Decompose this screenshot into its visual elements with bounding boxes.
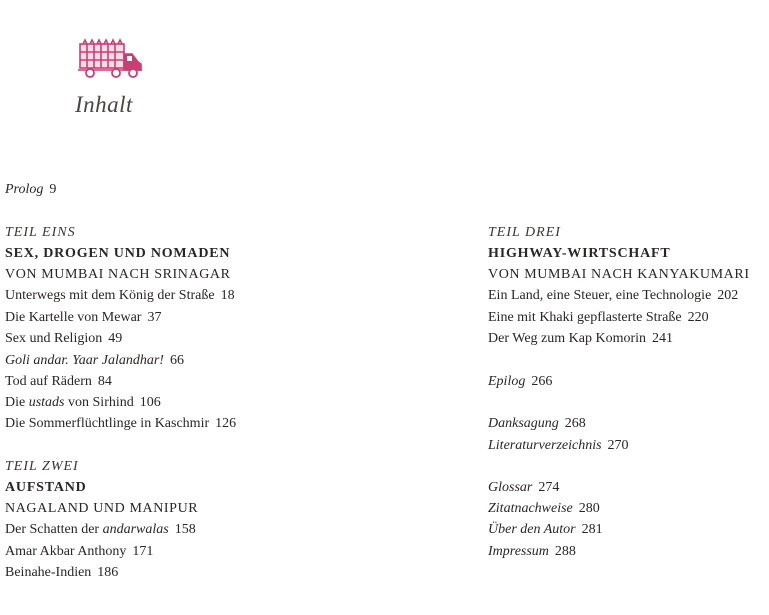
page-number: 266 [531,374,553,389]
toc-entry[interactable] [5,415,236,433]
page-number: 84 [97,374,112,389]
part-subtitle: VON MUMBAI NACH KANYAKUMARI [488,267,750,282]
entry-title-part: Die [5,395,29,410]
entry-title-part: Amar Akbar Anthony [5,544,127,559]
part-title: SEX, DROGEN UND NOMADEN [5,246,231,261]
toc-entry[interactable] [5,352,184,370]
entry-title-part: Über den Autor [488,522,576,537]
page-number: 171 [132,544,154,559]
part-title: HIGHWAY-WIRTSCHAFT [488,246,671,261]
part-label: TEIL EINS [5,225,76,240]
part-subtitle: VON MUMBAI NACH SRINAGAR [5,267,231,282]
toc-entry[interactable] [488,500,600,518]
page-number: 202 [717,288,739,303]
page-number: 37 [147,310,162,325]
toc-entry[interactable] [5,521,196,539]
truck-icon [78,38,144,80]
part-label: TEIL ZWEI [5,459,79,474]
entry-title-part: Sex und Religion [5,331,103,346]
entry-title-part: Goli andar. Yaar Jalandhar! [5,353,164,368]
part-label: TEIL DREI [488,225,561,240]
toc-entry[interactable] [488,373,552,391]
entry-title-part: Der Weg zum Kap Komorin [488,331,647,346]
toc-entry[interactable] [5,287,235,305]
entry-title-part: Ein Land, eine Steuer, eine Technologie [488,288,712,303]
toc-entry[interactable] [5,564,118,582]
page-number: 186 [97,565,119,580]
page-number: 126 [215,416,237,431]
entry-title-part: Die Kartelle von Mewar [5,310,142,325]
toc-entry[interactable] [488,330,673,348]
entry-title-part: Literaturverzeichnis [488,438,602,453]
entry-title-part: Impressum [488,544,549,559]
page-number: 49 [108,331,123,346]
page-number: 106 [139,395,161,410]
entry-title-part: Beinahe-Indien [5,565,92,580]
page-number: 241 [652,331,674,346]
part-title: AUFSTAND [5,480,87,495]
page-number: 274 [538,480,560,495]
toc-entry[interactable] [488,287,738,305]
entry-title-part: Unterwegs mit dem König der Straße [5,288,215,303]
page-number: 268 [564,416,586,431]
toc-entry[interactable] [488,521,603,539]
entry-title-part: Tod auf Rädern [5,374,92,389]
toc-entry-prolog[interactable]: Prolog 9 [5,182,57,197]
toc-entry[interactable] [5,543,153,561]
page-number: 9 [49,182,57,197]
toc-entry[interactable] [488,479,559,497]
entry-title-part: Zitatnachweise [488,501,573,516]
toc-entry[interactable] [488,309,709,327]
page-number: 66 [169,353,184,368]
entry-title-part: ustads [28,395,65,410]
toc-entry[interactable] [488,437,629,455]
page-title: Inhalt [75,92,133,117]
page-number: 270 [607,438,629,453]
toc-entry[interactable] [488,543,576,561]
entry-title-part: Der Schatten der [5,522,103,537]
part-subtitle: NAGALAND UND MANIPUR [5,501,199,516]
entry-title-part: Epilog [488,374,526,389]
page-number: 288 [554,544,576,559]
page-number: 220 [687,310,709,325]
page-number: 158 [174,522,196,537]
toc-entry[interactable] [488,415,586,433]
toc-entry[interactable] [5,394,161,412]
entry-title-part: Die Sommerflüchtlinge in Kaschmir [5,416,210,431]
entry-title-part: andarwalas [102,522,169,537]
page-number: 281 [581,522,603,537]
entry-title-part: Danksagung [488,416,559,431]
entry-title-part: von Sirhind [64,395,134,410]
toc-entry[interactable] [5,373,112,391]
page-number: 18 [220,288,235,303]
entry-title-part: Eine mit Khaki gepflasterte Straße [488,310,682,325]
entry-title-part: Glossar [488,480,533,495]
toc-entry[interactable] [5,309,161,327]
page-number: 280 [578,501,600,516]
toc-entry[interactable] [5,330,122,348]
